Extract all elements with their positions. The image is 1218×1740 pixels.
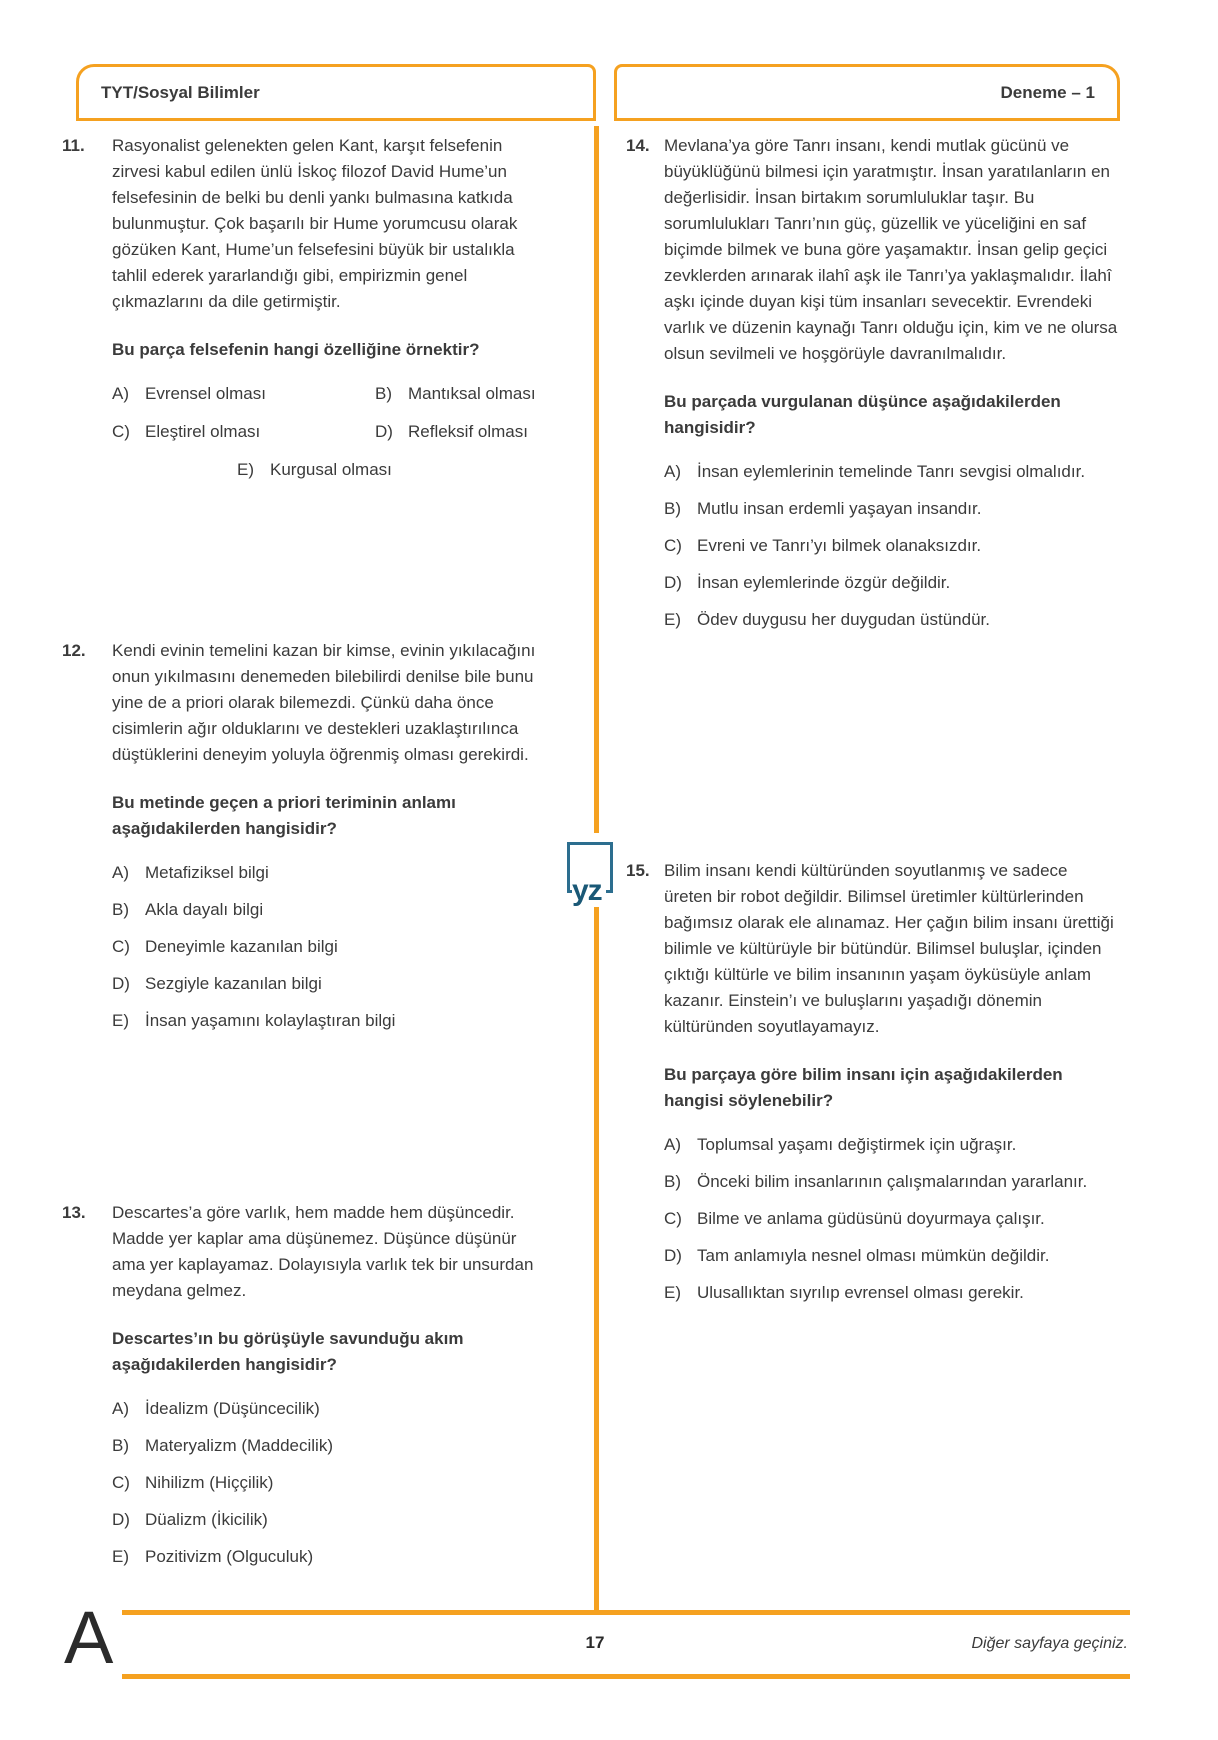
option-d bbox=[664, 570, 1120, 596]
option-d bbox=[664, 1243, 1120, 1269]
option-letter: A) bbox=[664, 1135, 681, 1154]
option-letter: C) bbox=[112, 1473, 130, 1492]
footer-rule-top bbox=[122, 1610, 1130, 1615]
option-text: Akla dayalı bilgi bbox=[145, 900, 264, 919]
option-letter: E) bbox=[237, 460, 254, 479]
question-passage: Rasyonalist gelenekten gelen Kant, karşıt felsefenin zirvesi kabul edilen ünlü İskoç filozof David Hume’un felsefesinin de belki bu denli yankı bulmasına katkıda bulunmuştur. Çok başarılı bir Hume yorumcusu olarak gözüken Kant, Hume’un felsefesini büyük bir ustalıkla tahlil ederek yararlandığı gibi, empirizmin genel çıkmazlarını da dile getirmiştir. bbox=[112, 136, 518, 311]
option-letter: E) bbox=[112, 1547, 129, 1566]
option-text: Nihilizm (Hiççilik) bbox=[145, 1473, 274, 1492]
option-text: Bilme ve anlama güdüsünü doyurmaya çalışır. bbox=[697, 1209, 1045, 1228]
option-letter: B) bbox=[664, 499, 681, 518]
option-text: Tam anlamıyla nesnel olması mümkün değildir. bbox=[697, 1246, 1050, 1265]
question-passage: Kendi evinin temelini kazan bir kimse, evinin yıkılacağını onun yıkılmasını denemeden bilebilirdi denilse bile bunu yine de a priori olarak bilemezdi. Çünkü daha önce cisimlerin ağır olduklarını ve destekleri uzaklaştırılınca düştüklerini deneyim yoluyla öğrenmiş olması gerekirdi. bbox=[112, 641, 536, 764]
question-number: 15. bbox=[626, 861, 650, 880]
option-a bbox=[112, 1396, 550, 1422]
option-e bbox=[664, 1280, 1120, 1306]
option-d bbox=[112, 1507, 550, 1533]
option-b bbox=[112, 1433, 550, 1459]
options-list bbox=[112, 860, 550, 1034]
question-12 bbox=[62, 638, 550, 1045]
option-letter: A) bbox=[112, 1399, 129, 1418]
option-text: Materyalizm (Maddecilik) bbox=[145, 1436, 333, 1455]
option-letter: A) bbox=[112, 384, 129, 403]
option-text: Mutlu insan erdemli yaşayan insandır. bbox=[697, 499, 982, 518]
question-number: 12. bbox=[62, 641, 86, 660]
question-passage: Descartes’a göre varlık, hem madde hem düşüncedir. Madde yer kaplar ama düşünemez. Düşünce düşünür ama yer kaplayamaz. Dolayısıyla varlık tek bir unsurdan meydana gelmez. bbox=[112, 1203, 534, 1300]
option-letter: E) bbox=[664, 610, 681, 629]
option-letter: D) bbox=[112, 1510, 130, 1529]
option-letter: D) bbox=[664, 1246, 682, 1265]
option-text: İnsan yaşamını kolaylaştıran bilgi bbox=[145, 1011, 396, 1030]
question-11 bbox=[62, 133, 550, 483]
option-text: Önceki bilim insanlarının çalışmalarından yararlanır. bbox=[697, 1172, 1088, 1191]
option-text: Deneyimle kazanılan bilgi bbox=[145, 937, 338, 956]
option-letter: D) bbox=[664, 573, 682, 592]
option-letter: C) bbox=[112, 422, 130, 441]
question-number: 14. bbox=[626, 136, 650, 155]
question-13 bbox=[62, 1200, 550, 1581]
option-letter: A) bbox=[664, 462, 681, 481]
question-number: 13. bbox=[62, 1203, 86, 1222]
option-text: Pozitivizm (Olguculuk) bbox=[145, 1547, 314, 1566]
yz-logo-text: yz bbox=[572, 873, 606, 906]
option-d bbox=[112, 971, 550, 997]
option-text: İdealizm (Düşüncecilik) bbox=[145, 1399, 320, 1418]
option-e bbox=[237, 457, 550, 483]
booklet-form-letter: A bbox=[64, 1596, 114, 1679]
option-letter: E) bbox=[112, 1011, 129, 1030]
option-text: Eleştirel olması bbox=[145, 422, 261, 441]
option-a bbox=[112, 381, 375, 407]
header-exam-box bbox=[614, 64, 1120, 121]
option-text: Düalizm (İkicilik) bbox=[145, 1510, 268, 1529]
option-a bbox=[664, 1132, 1120, 1158]
footer-rule-bottom bbox=[122, 1674, 1130, 1679]
option-letter: B) bbox=[112, 1436, 129, 1455]
question-passage: Mevlana’ya göre Tanrı insanı, kendi mutlak gücünü ve büyüklüğünü bilmesi için yaratmıştır. İnsan yaratılanların en değerlisidir. İnsan birtakım sorumluluklar taşır. Bu sorumlulukları Tanrı’nın güç, güzellik ve yüceliğini en saf biçimde bilmek ve buna göre yaşamaktır. İnsan gelip geçici zevklerden arınarak ilahî aşk ile Tanrı’ya yaklaşmalıdır. İlahî aşkı içinde duyan kişi tüm insanları sevecektir. Evrendeki varlık ve düzenin kaynağı Tanrı olduğu için, kim ve ne olursa olsun sevilmeli ve hoşgörüyle davranılmalıdır. bbox=[664, 136, 1118, 363]
option-text: İnsan eylemlerinin temelinde Tanrı sevgisi olmalıdır. bbox=[697, 462, 1086, 481]
option-letter: C) bbox=[664, 1209, 682, 1228]
option-e bbox=[664, 607, 1120, 633]
question-prompt: Bu metinde geçen a priori teriminin anlamı aşağıdakilerden hangisidir? bbox=[112, 793, 456, 838]
option-text: Kurgusal olması bbox=[270, 460, 392, 479]
option-c bbox=[112, 934, 550, 960]
question-prompt: Bu parça felsefenin hangi özelliğine örnektir? bbox=[112, 340, 480, 359]
option-text: Ulusallıktan sıyrılıp evrensel olması gerekir. bbox=[697, 1283, 1024, 1302]
option-c bbox=[112, 419, 375, 445]
option-c bbox=[664, 533, 1120, 559]
option-text: Ödev duygusu her duygudan üstündür. bbox=[697, 610, 990, 629]
option-e bbox=[112, 1008, 550, 1034]
question-prompt: Descartes’ın bu görüşüyle savunduğu akım aşağıdakilerden hangisidir? bbox=[112, 1329, 464, 1374]
option-b bbox=[375, 381, 550, 407]
column-divider-upper bbox=[594, 126, 599, 833]
header-exam-label: Deneme – 1 bbox=[1000, 82, 1095, 102]
option-d bbox=[375, 419, 550, 445]
option-letter: D) bbox=[112, 974, 130, 993]
question-prompt: Bu parçada vurgulanan düşünce aşağıdakilerden hangisidir? bbox=[664, 392, 1061, 437]
option-text: Mantıksal olması bbox=[408, 384, 536, 403]
yz-publisher-logo bbox=[567, 842, 613, 907]
column-divider-lower bbox=[594, 907, 599, 1610]
question-prompt: Bu parçaya göre bilim insanı için aşağıdakilerden hangisi söylenebilir? bbox=[664, 1065, 1063, 1110]
option-b bbox=[112, 897, 550, 923]
option-text: Toplumsal yaşamı değiştirmek için uğraşır. bbox=[697, 1135, 1017, 1154]
question-14 bbox=[626, 133, 1120, 644]
header-subject-box bbox=[76, 64, 596, 121]
options-list bbox=[112, 1396, 550, 1570]
page-number: 17 bbox=[585, 1633, 605, 1652]
header-subject-label: TYT/Sosyal Bilimler bbox=[101, 82, 260, 102]
options-list bbox=[664, 459, 1120, 633]
option-text: İnsan eylemlerinde özgür değildir. bbox=[697, 573, 951, 592]
option-letter: C) bbox=[664, 536, 682, 555]
option-a bbox=[664, 459, 1120, 485]
option-letter: A) bbox=[112, 863, 129, 882]
option-b bbox=[664, 1169, 1120, 1195]
option-a bbox=[112, 860, 550, 886]
options-list bbox=[664, 1132, 1120, 1306]
question-number: 11. bbox=[62, 136, 85, 155]
option-c bbox=[112, 1470, 550, 1496]
option-text: Refleksif olması bbox=[408, 422, 528, 441]
option-c bbox=[664, 1206, 1120, 1232]
options-grid bbox=[112, 381, 550, 445]
option-text: Sezgiyle kazanılan bilgi bbox=[145, 974, 322, 993]
option-letter: B) bbox=[112, 900, 129, 919]
option-e bbox=[112, 1544, 550, 1570]
question-15 bbox=[626, 858, 1120, 1317]
option-text: Metafiziksel bilgi bbox=[145, 863, 269, 882]
option-letter: C) bbox=[112, 937, 130, 956]
option-letter: D) bbox=[375, 422, 393, 441]
option-text: Evrensel olması bbox=[145, 384, 266, 403]
question-passage: Bilim insanı kendi kültüründen soyutlanmış ve sadece üreten bir robot değildir. Bilimsel üretimler kültürlerinden bağımsız olarak ele alınamaz. Her çağın bilim insanı ürettiği bilimle ve kültürüyle bir bütündür. Bilimsel buluşlar, içinden çıktığı kültürle ve bilim insanının yaşam öyküsüyle anlam kazanır. Einstein’ı ve buluşlarını yaşadığı dönemin kültüründen soyutlayamayız. bbox=[664, 861, 1114, 1036]
option-letter: B) bbox=[664, 1172, 681, 1191]
option-b bbox=[664, 496, 1120, 522]
option-letter: E) bbox=[664, 1283, 681, 1302]
option-letter: B) bbox=[375, 384, 392, 403]
option-text: Evreni ve Tanrı’yı bilmek olanaksızdır. bbox=[697, 536, 982, 555]
next-page-note: Diğer sayfaya geçiniz. bbox=[971, 1635, 1128, 1652]
